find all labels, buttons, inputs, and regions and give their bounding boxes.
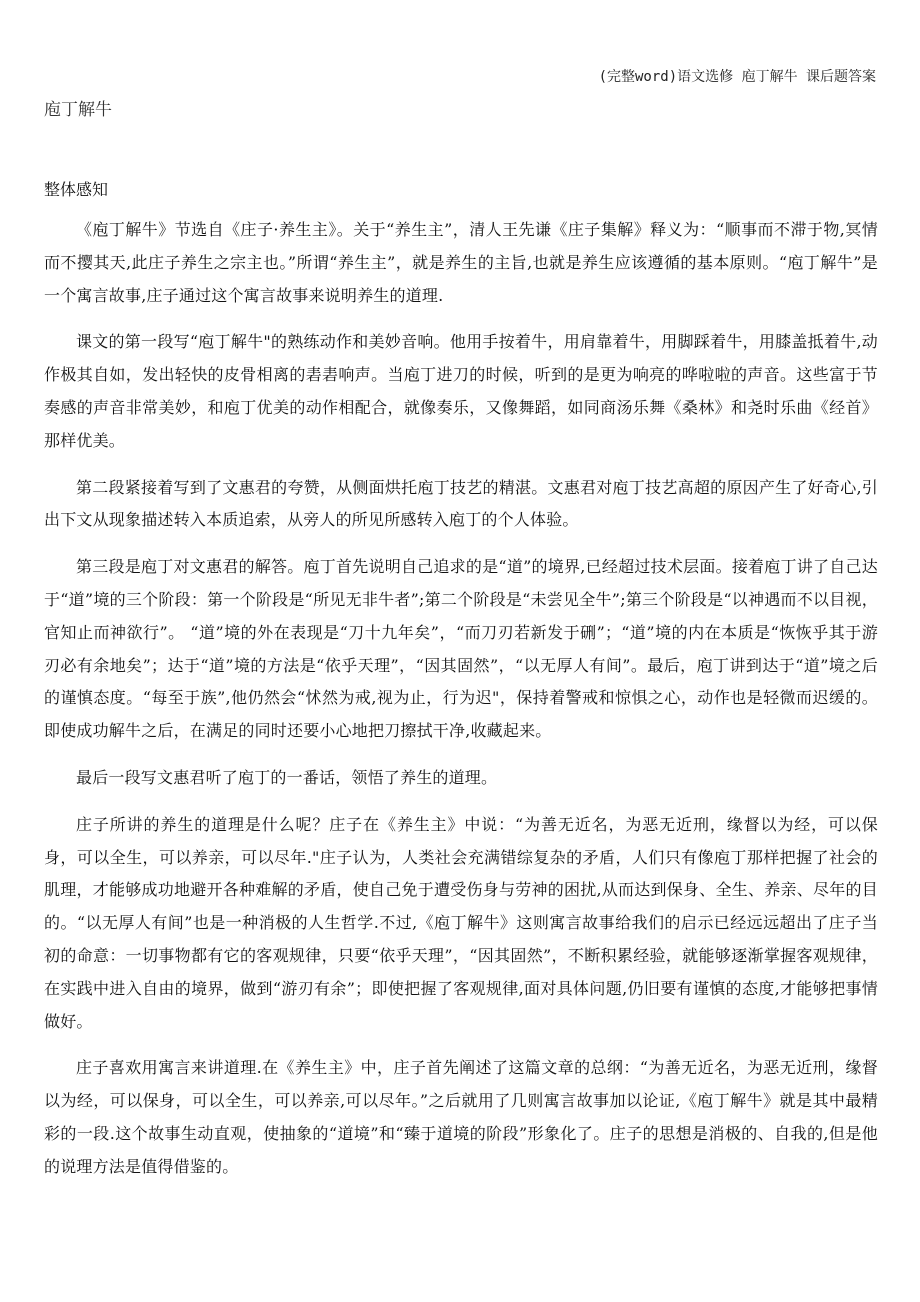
paragraph-health-principle: 庄子所讲的养生的道理是什么呢？庄子在《养生主》中说：“为善无近名，为恶无近刑，缘督以为经，可以保身，可以全生，可以养亲，可以尽年."庄子认为，人类社会充满错综复杂的矛盾，人们只有像庖丁那样把握了社会的肌理，才能够成功地避开各种难解的矛盾，使自己免于遭受伤身与劳神的困扰,从而达到保身、全生、养亲、尽年的目的。“以无厚人有间”也是一种消极的人生哲学.不过,《庖丁解牛》这则寓言故事给我们的启示已经远远超出了庄子当初的命意：一切事物都有它的客观规律，只要“依乎天理”，“因其固然”，不断积累经验，就能够逐渐掌握客观规律，在实践中进入自由的境界，做到“游刃有余”；即使把握了客观规律,面对具体问题,仍旧要有谨慎的态度,才能够把事情做好。 xyxy=(44,814,878,1031)
paragraph-second-section: 第二段紧接着写到了文惠君的夸赞，从侧面烘托庖丁技艺的精湛。文惠君对庖丁技艺高超的原因产生了好奇心,引出下文从现象描述转入本质追索，从旁人的所见所感转入庖丁的个人体验。 xyxy=(44,477,878,530)
document-body xyxy=(44,214,878,1198)
page-header: (完整word)语文选修 庖丁解牛 课后题答案 xyxy=(598,69,876,85)
document-title: 庖丁解牛 xyxy=(44,100,112,120)
paragraph-allegory-method: 庄子喜欢用寓言来讲道理.在《养生主》中，庄子首先阐述了这篇文章的总纲：“为善无近名，为恶无近刑，缘督以为经，可以保身，可以全生，可以养亲,可以尽年。”之后就用了几则寓言故事加以论证,《庖丁解牛》就是其中最精彩的一段.这个故事生动直观，使抽象的“道境”和“臻于道境的阶段”形象化了。庄子的思想是消极的、自我的,但是他的说理方法是值得借鉴的。 xyxy=(44,1058,878,1176)
paragraph-first-section: 课文的第一段写“庖丁解牛"的熟练动作和美妙音响。他用手按着牛，用肩靠着牛，用脚踩着牛，用膝盖抵着牛,动作极其自如，发出轻快的皮骨相离的砉砉响声。当庖丁进刀的时候，听到的是更为响亮的哗啦啦的声音。这些富于节奏感的声音非常美妙，和庖丁优美的动作相配合，就像奏乐，又像舞蹈，如同商汤乐舞《桑林》和尧时乐曲《经首》那样优美。 xyxy=(44,332,878,450)
paragraph-third-section: 第三段是庖丁对文惠君的解答。庖丁首先说明自己追求的是“道”的境界,已经超过技术层面。接着庖丁讲了自己达于“道”境的三个阶段：第一个阶段是“所见无非牛者”;第二个阶段是“未尝见全牛”;第三个阶段是“以神遇而不以目视，官知止而神欲行”。 “道”境的外在表现是“刀十九年矣”，“而刀刃若新发于硎”；“道”境的内在本质是“恢恢乎其于游刃必有余地矣”；达于“道”境的方法是“依乎天理”，“因其固然”，“以无厚人有间”。最后，庖丁讲到达于“道”境之后的谨慎态度。“每至于族”,他仍然会“怵然为戒,视为止，行为迟"，保持着警戒和惊惧之心，动作也是轻微而迟缓的。即使成功解牛之后，在满足的同时还要小心地把刀擦拭干净,收藏起来。 xyxy=(44,557,878,741)
paragraph-intro: 《庖丁解牛》节选自《庄子·养生主》。关于“养生主”，清人王先谦《庄子集解》释义为：“顺事而不滞于物,冥情而不撄其天,此庄子养生之宗主也。”所谓“养生主”，就是养生的主旨,也就是养生应该遵循的基本原则。“庖丁解牛”是一个寓言故事,庄子通过这个寓言故事来说明养生的道理. xyxy=(44,220,878,305)
section-heading: 整体感知 xyxy=(44,180,109,199)
paragraph-last-section: 最后一段写文惠君听了庖丁的一番话，领悟了养生的道理。 xyxy=(76,767,498,787)
